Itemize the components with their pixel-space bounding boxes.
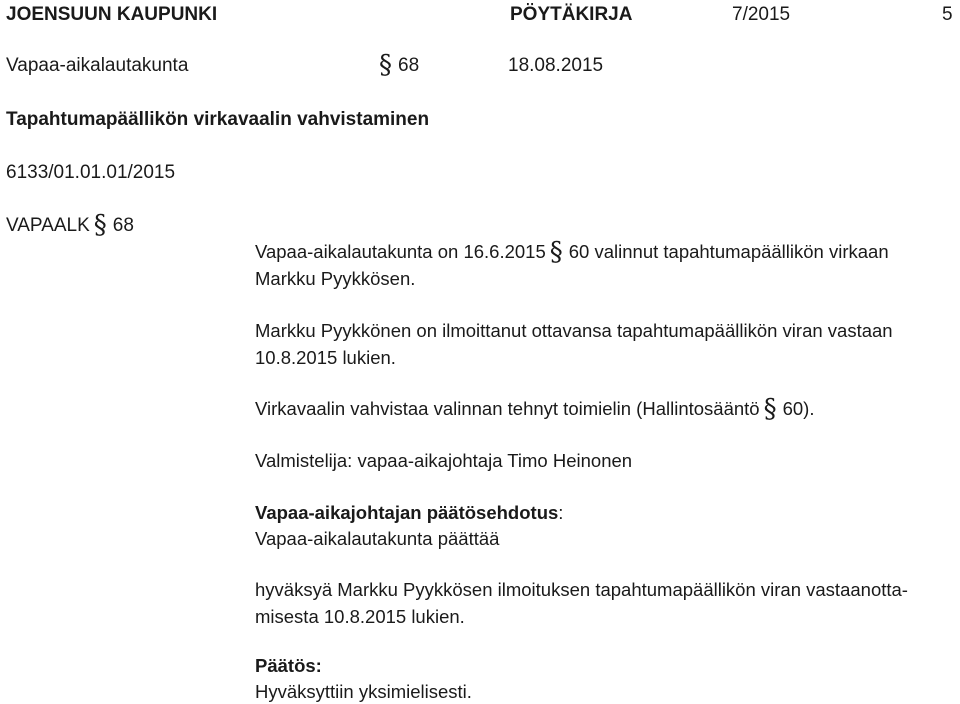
text: valinnut tapahtumapäällikön virkaan xyxy=(594,241,889,262)
paragraph-1-line-2: Markku Pyykkösen. xyxy=(255,268,416,289)
reference-label: VAPAALK xyxy=(6,215,90,236)
paragraph-1-line-1: Vapaa-aikalautakunta on 16.6.2015 § 60 valinnut tapahtumapäällikön virkaan xyxy=(255,237,889,267)
text: Virkavaalin vahvistaa valinnan tehnyt toimielin (Hallintosääntö xyxy=(255,398,760,419)
paragraph-3: Virkavaalin vahvistaa valinnan tehnyt toimielin (Hallintosääntö § 60). xyxy=(255,394,815,424)
decision-line-1: hyväksyä Markku Pyykkösen ilmoituksen tapahtumapäällikön viran vastaanotta- xyxy=(255,579,908,600)
result-label: Päätös: xyxy=(255,655,322,676)
item-title: Tapahtumapäällikön virkavaalin vahvistaminen xyxy=(6,109,430,130)
decision-line-2: misesta 10.8.2015 lukien. xyxy=(255,606,465,627)
document-number: 7/2015 xyxy=(732,4,791,25)
paragraph-2-line-2: 10.8.2015 lukien. xyxy=(255,347,396,368)
meeting-date: 18.08.2015 xyxy=(508,55,604,76)
proposal-heading xyxy=(255,504,563,523)
preparer-line: Valmistelija: vapaa-aikajohtaja Timo Heinonen xyxy=(255,450,633,471)
proposal-label: Vapaa-aikajohtajan päätösehdotus xyxy=(255,502,559,523)
section-number: 68 xyxy=(398,55,420,76)
proposal-line: Vapaa-aikalautakunta päättää xyxy=(255,528,500,549)
page-number: 5 xyxy=(942,4,953,25)
reference-number: 68 xyxy=(112,215,134,236)
organization-name: JOENSUUN KAUPUNKI xyxy=(6,4,218,25)
document-type: PÖYTÄKIRJA xyxy=(510,4,633,25)
header-section: § 68 xyxy=(379,50,420,80)
reference: VAPAALK § 68 xyxy=(6,210,134,240)
result-text: Hyväksyttiin yksimielisesti. xyxy=(255,681,472,702)
section-ref: 60). xyxy=(782,398,815,419)
section-ref: 60 xyxy=(568,241,590,262)
committee-name: Vapaa-aikalautakunta xyxy=(6,55,189,76)
text: Vapaa-aikalautakunta on 16.6.2015 xyxy=(255,241,546,262)
proposal-colon: : xyxy=(558,502,564,523)
record-id: 6133/01.01.01/2015 xyxy=(6,162,176,183)
paragraph-2-line-1: Markku Pyykkönen on ilmoittanut ottavansa tapahtumapäällikön viran vastaan xyxy=(255,320,893,341)
